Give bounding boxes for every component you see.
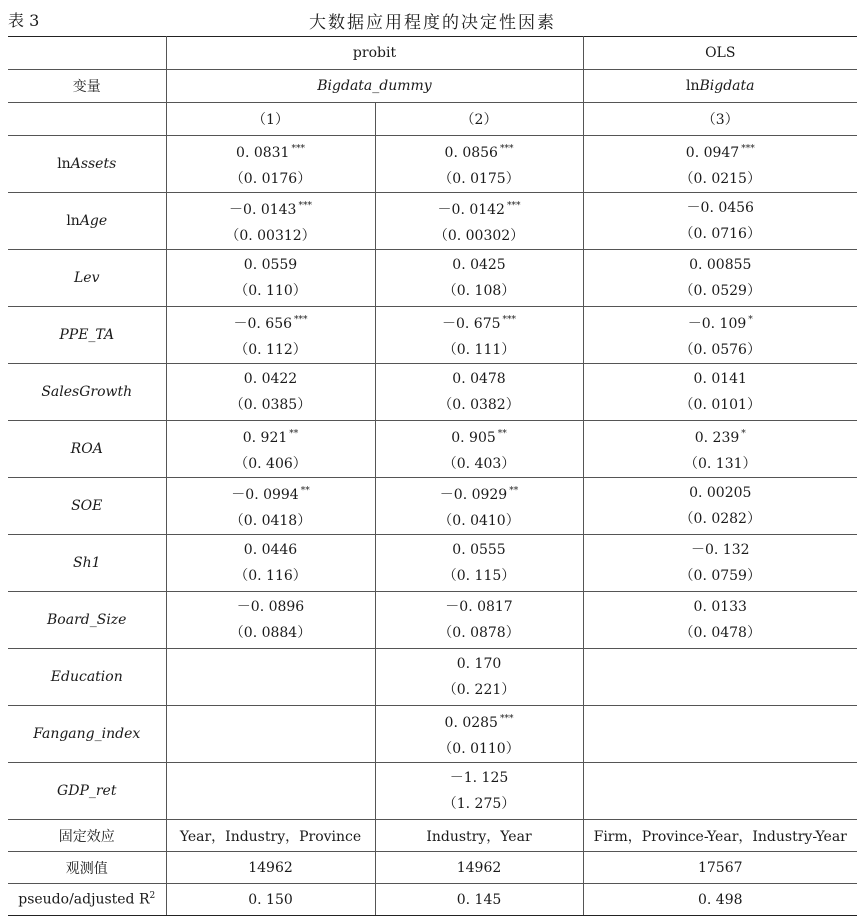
variable-name-cell <box>8 649 166 706</box>
standard-error: （0. 0382） <box>438 397 520 413</box>
standard-error: （0. 111） <box>442 342 516 358</box>
coefficient-line <box>169 136 373 166</box>
standard-error: （0. 0215） <box>679 171 761 187</box>
significance-stars: ** <box>509 486 519 496</box>
r2-col2: 0. 145 <box>375 884 583 916</box>
variable-name: Assets <box>70 156 117 172</box>
coef-cell-col1 <box>166 706 375 763</box>
variable-name-cell <box>8 364 166 421</box>
header-dep-ols <box>583 70 857 103</box>
variable-name-cell <box>8 535 166 592</box>
fixed-effects-row <box>8 820 857 852</box>
coef-cell-col1 <box>166 307 375 364</box>
standard-error: （0. 0759） <box>679 568 761 584</box>
table-row <box>8 250 857 307</box>
significance-stars: *** <box>294 315 308 325</box>
variable-name: SOE <box>71 498 103 514</box>
coef-cell-col1 <box>166 763 375 820</box>
variable-name: ROA <box>70 441 103 457</box>
standard-error: （0. 112） <box>234 342 307 358</box>
coefficient-value: 0. 00205 <box>689 485 752 501</box>
significance-stars: *** <box>499 714 514 724</box>
table-row <box>8 535 857 592</box>
standard-error: （0. 0101） <box>679 397 761 413</box>
coefficient-value: 0. 0422 <box>243 371 298 387</box>
dep-ols-prefix: ln <box>685 78 700 94</box>
obs-col3: 17567 <box>583 852 857 884</box>
coefficient-line <box>169 421 373 451</box>
variable-name: Fangang_index <box>33 726 141 742</box>
coefficient-value: 0. 170 <box>456 656 502 672</box>
coef-cell-col3 <box>583 307 857 364</box>
variable-name: GDP_ret <box>57 783 117 799</box>
coefficient-value: 0. 0141 <box>693 371 747 387</box>
standard-error: （0. 0175） <box>438 171 520 187</box>
coefficient-value: －0. 132 <box>690 542 750 558</box>
coefficient-value: －1. 125 <box>449 770 509 786</box>
coefficient-value: 0. 905 <box>451 430 496 446</box>
table-row <box>8 364 857 421</box>
coefficient-value: 0. 0425 <box>452 257 506 273</box>
significance-stars: *** <box>502 315 517 325</box>
variable-name: PPE_TA <box>59 327 115 343</box>
r2-label <box>8 884 166 916</box>
standard-error: （0. 0282） <box>679 511 761 527</box>
obs-col2: 14962 <box>375 852 583 884</box>
table-row <box>8 592 857 649</box>
coefficient-line <box>378 366 581 392</box>
header-col1: （1） <box>166 103 375 136</box>
coefficient-value: －0. 0994 <box>231 487 299 503</box>
coef-cell-col1 <box>166 535 375 592</box>
significance-stars: *** <box>499 144 514 154</box>
coefficient-line <box>378 765 581 791</box>
significance-stars: *** <box>298 201 312 211</box>
coef-cell-col2 <box>375 364 583 421</box>
variable-name: SalesGrowth <box>41 384 133 400</box>
header-empty-cell <box>8 103 166 136</box>
regression-table <box>8 36 857 916</box>
standard-error: （0. 0878） <box>438 625 520 641</box>
variable-name-cell <box>8 706 166 763</box>
coefficient-value: －0. 0142 <box>437 202 505 218</box>
table-row <box>8 478 857 535</box>
coefficient-line <box>378 537 581 563</box>
standard-error: （0. 0385） <box>229 397 312 413</box>
coefficient-line <box>378 193 581 223</box>
header-empty-cell <box>8 37 166 70</box>
coef-cell-col1 <box>166 193 375 250</box>
coefficient-value: －0. 0929 <box>439 487 508 503</box>
coef-cell-col1 <box>166 478 375 535</box>
standard-error: （0. 00312） <box>225 228 316 244</box>
fe-col2: Industry，Year <box>375 820 583 852</box>
coefficient-line <box>169 307 373 337</box>
coefficient-line <box>378 478 581 508</box>
variable-name: Sh1 <box>72 555 101 571</box>
coefficient-value: 0. 0856 <box>444 145 498 161</box>
r2-row <box>8 884 857 916</box>
coef-cell-col2 <box>375 193 583 250</box>
coefficient-value: 0. 0831 <box>236 145 290 161</box>
significance-stars: * <box>748 315 753 325</box>
coef-cell-col2 <box>375 535 583 592</box>
variable-name-cell <box>8 307 166 364</box>
table-row <box>8 706 857 763</box>
standard-error: （0. 403） <box>442 456 516 472</box>
fe-label: 固定效应 <box>8 820 166 852</box>
coefficient-line <box>169 478 373 508</box>
variable-name-cell <box>8 193 166 250</box>
coef-cell-col2 <box>375 136 583 193</box>
coef-cell-col1 <box>166 250 375 307</box>
coefficient-line <box>586 307 856 337</box>
header-variable-label: 变量 <box>8 70 166 103</box>
header-dep-probit: Bigdata_dummy <box>166 70 583 103</box>
variable-name: Age <box>79 213 108 229</box>
coefficient-line <box>378 421 581 451</box>
significance-stars: *** <box>506 201 521 211</box>
coefficient-line <box>378 651 581 677</box>
coef-cell-col3 <box>583 364 857 421</box>
coefficient-line <box>378 594 581 620</box>
coef-cell-col3 <box>583 478 857 535</box>
coefficient-line <box>378 706 581 736</box>
header-row-depvar <box>8 70 857 103</box>
variable-name-cell <box>8 592 166 649</box>
coefficient-value: 0. 00855 <box>689 257 752 273</box>
significance-stars: * <box>741 429 746 439</box>
variable-name-cell <box>8 478 166 535</box>
header-row-colnum <box>8 103 857 136</box>
coefficient-line <box>169 366 373 392</box>
standard-error: （0. 221） <box>442 682 516 698</box>
r2-label-text: pseudo/adjusted R <box>18 891 150 908</box>
coefficient-value: 0. 0947 <box>685 145 740 161</box>
coefficient-value: －0. 0896 <box>236 599 305 615</box>
table-row <box>8 763 857 820</box>
coef-cell-col3 <box>583 592 857 649</box>
coef-cell-col1 <box>166 136 375 193</box>
standard-error: （1. 275） <box>442 796 516 812</box>
coefficient-value: －0. 0143 <box>229 202 297 218</box>
variable-name: Board_Size <box>47 612 127 628</box>
significance-stars: ** <box>497 429 507 439</box>
coefficient-line <box>378 307 581 337</box>
coefficient-value: 0. 0285 <box>444 715 498 731</box>
coef-cell-col2 <box>375 649 583 706</box>
header-col2: （2） <box>375 103 583 136</box>
r2-col1: 0. 150 <box>166 884 375 916</box>
coef-cell-col3 <box>583 649 857 706</box>
coefficient-line <box>586 421 856 451</box>
variable-prefix: ln <box>57 156 71 172</box>
coefficient-line <box>378 252 581 278</box>
header-probit: probit <box>166 37 583 70</box>
standard-error: （0. 0478） <box>679 625 761 641</box>
obs-col1: 14962 <box>166 852 375 884</box>
coef-cell-col1 <box>166 649 375 706</box>
header-ols: OLS <box>583 37 857 70</box>
standard-error: （0. 115） <box>442 568 516 584</box>
variable-prefix: ln <box>66 213 80 229</box>
coefficient-line <box>586 537 856 563</box>
coef-cell-col2 <box>375 250 583 307</box>
coef-cell-col2 <box>375 706 583 763</box>
coefficient-line <box>169 537 373 563</box>
variable-name: Lev <box>74 270 100 286</box>
coefficient-value: 0. 0559 <box>243 257 298 273</box>
coefficient-line <box>586 136 856 166</box>
table-row <box>8 136 857 193</box>
coefficient-line <box>586 480 856 506</box>
standard-error: （0. 0529） <box>679 283 761 299</box>
coefficient-value: －0. 109 <box>687 316 747 332</box>
table-number: 表 3 <box>8 11 40 30</box>
coefficient-line <box>169 193 373 223</box>
variable-name-cell <box>8 763 166 820</box>
coef-cell-col1 <box>166 592 375 649</box>
coefficient-value: －0. 675 <box>441 316 501 332</box>
dep-ols-name: Bigdata <box>699 78 755 94</box>
significance-stars: ** <box>300 486 310 496</box>
standard-error: （0. 0716） <box>679 226 761 242</box>
coef-cell-col3 <box>583 706 857 763</box>
coefficient-value: 0. 239 <box>694 430 740 446</box>
observations-row <box>8 852 857 884</box>
fe-col1: Year，Industry，Province <box>166 820 375 852</box>
coef-cell-col2 <box>375 592 583 649</box>
standard-error: （0. 0176） <box>229 171 312 187</box>
r2-superscript: 2 <box>149 891 156 902</box>
coefficient-line <box>586 594 856 620</box>
coef-cell-col2 <box>375 421 583 478</box>
coefficient-line <box>169 252 373 278</box>
coef-cell-col3 <box>583 421 857 478</box>
coefficient-line <box>586 252 856 278</box>
coef-cell-col2 <box>375 478 583 535</box>
significance-stars: *** <box>291 144 305 154</box>
standard-error: （0. 110） <box>234 283 307 299</box>
coef-cell-col2 <box>375 307 583 364</box>
coef-cell-col3 <box>583 250 857 307</box>
coefficient-value: 0. 921 <box>242 430 288 446</box>
standard-error: （0. 131） <box>683 456 757 472</box>
standard-error: （0. 0410） <box>438 513 520 529</box>
variable-name-cell <box>8 250 166 307</box>
coef-cell-col3 <box>583 535 857 592</box>
coef-cell-col3 <box>583 193 857 250</box>
significance-stars: ** <box>289 429 299 439</box>
variable-name: Education <box>50 669 123 685</box>
standard-error: （0. 0418） <box>229 513 312 529</box>
table-row <box>8 307 857 364</box>
coef-cell-col3 <box>583 136 857 193</box>
table-row <box>8 421 857 478</box>
coef-cell-col3 <box>583 763 857 820</box>
standard-error: （0. 108） <box>442 283 516 299</box>
coefficient-value: 0. 0478 <box>452 371 506 387</box>
standard-error: （0. 0884） <box>229 625 312 641</box>
obs-label: 观测值 <box>8 852 166 884</box>
standard-error: （0. 0110） <box>438 741 520 757</box>
significance-stars: *** <box>741 144 755 154</box>
r2-col3: 0. 498 <box>583 884 857 916</box>
coefficient-line <box>586 195 856 221</box>
table-row <box>8 649 857 706</box>
coefficient-line <box>378 136 581 166</box>
coefficient-line <box>586 366 856 392</box>
header-row-method <box>8 37 857 70</box>
variable-name-cell <box>8 136 166 193</box>
header-col3: （3） <box>583 103 857 136</box>
table-caption <box>0 0 865 36</box>
coefficient-value: 0. 0133 <box>693 599 747 615</box>
fe-col3: Firm，Province-Year，Industry-Year <box>583 820 857 852</box>
coef-cell-col2 <box>375 763 583 820</box>
coefficient-value: －0. 656 <box>233 316 293 332</box>
standard-error: （0. 116） <box>234 568 307 584</box>
variable-name-cell <box>8 421 166 478</box>
coef-cell-col1 <box>166 421 375 478</box>
coef-cell-col1 <box>166 364 375 421</box>
standard-error: （0. 0576） <box>679 342 761 358</box>
standard-error: （0. 406） <box>234 456 307 472</box>
standard-error: （0. 00302） <box>433 228 525 244</box>
coefficient-value: 0. 0555 <box>452 542 506 558</box>
coefficient-value: －0. 0456 <box>686 200 754 216</box>
coefficient-value: －0. 0817 <box>445 599 513 615</box>
table-row <box>8 193 857 250</box>
coefficient-line <box>169 594 373 620</box>
coefficient-value: 0. 0446 <box>243 542 298 558</box>
table-title: 大数据应用程度的决定性因素 <box>309 13 556 33</box>
